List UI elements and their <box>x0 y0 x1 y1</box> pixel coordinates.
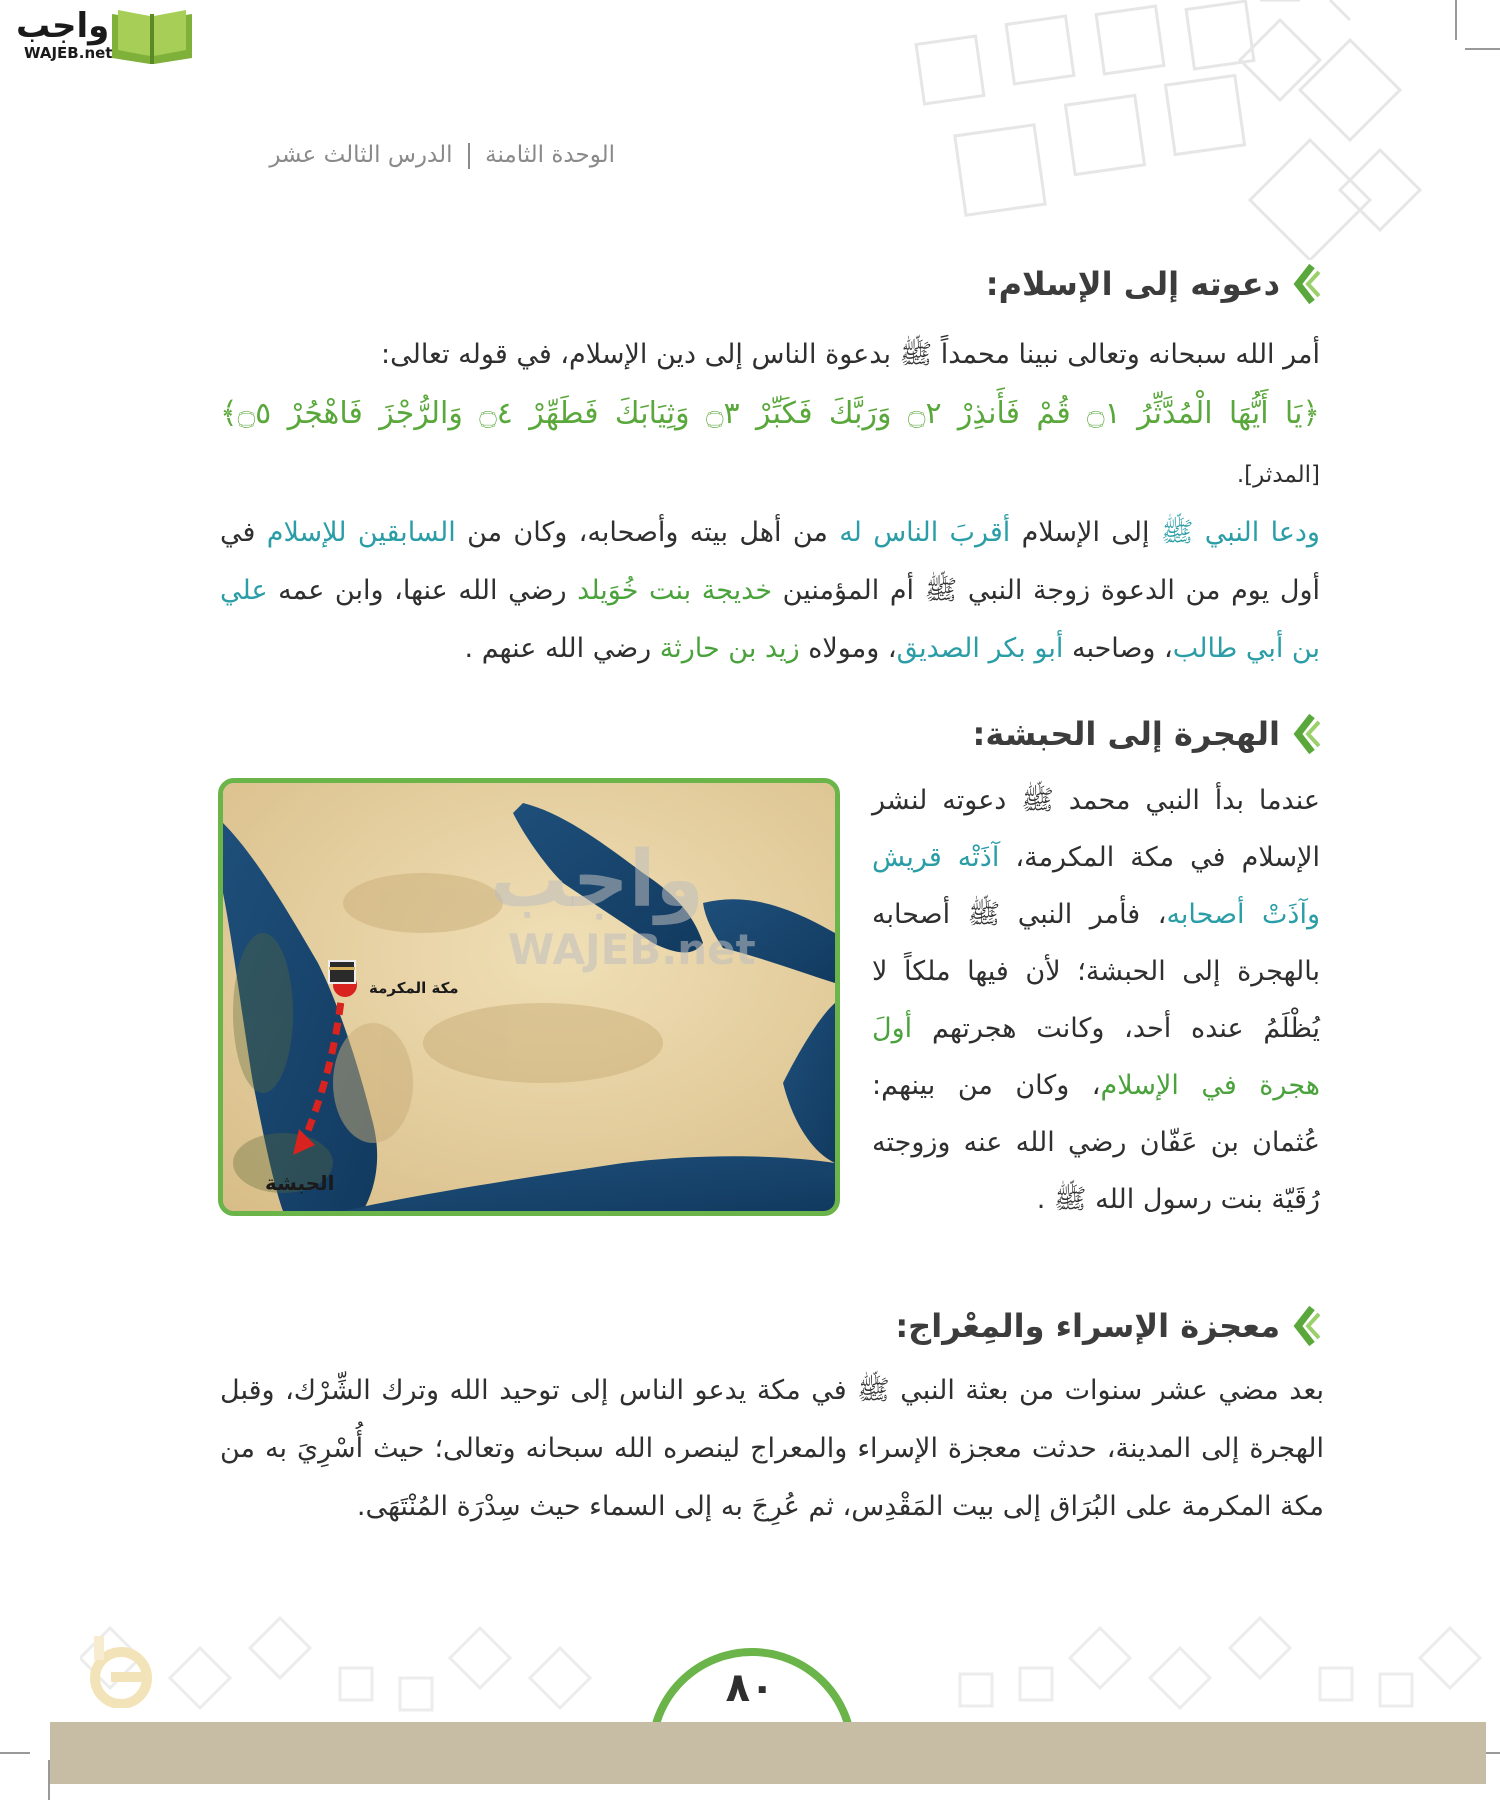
text-run: ، وصاحبه <box>1071 633 1173 664</box>
text-run: رضي الله عنها، وابن عمه <box>278 575 567 606</box>
page-number: ٨٠ <box>725 1665 775 1711</box>
map-label-mecca: مكة المكرمة <box>369 979 459 997</box>
quran-verse: ﴿يَا أَيُّهَا الْمُدَّثِّرُ ۝١ قُمْ فَأَنذِرْ ۝٢ وَرَبَّكَ فَكَبِّرْ ۝٣ وَثِيَابَكَ فَطَهِّرْ ۝٤ وَالرُّجْزَ فَاهْجُرْ ۝٥﴾ <box>220 396 1320 431</box>
decorative-pattern-top <box>880 0 1440 260</box>
faint-logo-icon <box>86 1628 156 1708</box>
crop-mark <box>1465 48 1500 50</box>
text-run: من أهل بيته وأصحابه، وكان من <box>467 517 828 548</box>
crop-mark <box>1455 0 1457 40</box>
breadcrumb <box>215 142 615 169</box>
logo-latin: WAJEB.net <box>24 44 113 62</box>
book-icon <box>108 4 196 66</box>
heading-text: معجزة الإسراء والمِعْراج: <box>895 1307 1280 1345</box>
text-run: في أول يوم من الدعوة زوجة النبي ﷺ أم المؤمنين <box>220 517 1320 606</box>
text-run: رضي الله عنهم . <box>464 633 652 664</box>
breadcrumb-separator <box>468 143 470 169</box>
heading-text: الهجرة إلى الحبشة: <box>972 715 1280 753</box>
heading-marker-icon <box>1290 714 1320 754</box>
text-run: ودعا النبي ﷺ <box>1160 517 1320 548</box>
highlight-khadija: خديجة بنت خُوَيلد <box>577 575 773 606</box>
watermark-arabic: واجب <box>490 835 705 925</box>
paragraph-intro: أمر الله سبحانه وتعالى نبينا محمداً ﷺ بدعوة الناس إلى دين الإسلام، في قوله تعالى: <box>381 339 1320 370</box>
text-run: ، فأمر النبي ﷺ أصحابه بالهجرة إلى الحبشة؛ لأن فيها ملكاً لا يُظْلَمُ عنده أحد، وكانت هجرتهم <box>872 899 1320 1044</box>
breadcrumb-unit: الوحدة الثامنة <box>485 142 615 168</box>
highlight-closest: أقربَ الناس له <box>839 517 1011 548</box>
text-run: ، ومولاه <box>808 633 897 664</box>
watermark-latin: WAJEB.net <box>508 925 756 974</box>
highlight-first-hijra: أولَ هجرة في الإسلام <box>872 1013 1320 1101</box>
map-label-abyssinia: الحبشة <box>265 1171 335 1195</box>
site-logo[interactable] <box>10 4 195 68</box>
text-run: عندما بدأ النبي محمد ﷺ دعوته لنشر الإسلام في مكة المكرمة، <box>872 785 1321 873</box>
heading-text: دعوته إلى الإسلام: <box>985 265 1280 303</box>
paragraph-early-converts <box>220 504 1320 678</box>
highlight-ali: علي بن أبي طالب <box>220 575 1320 664</box>
verse-source: [المدثر]. <box>1236 462 1320 488</box>
crop-mark <box>0 1752 30 1754</box>
footer-bar <box>50 1722 1486 1784</box>
heading-marker-icon <box>1290 264 1320 304</box>
text-run: إلى الإسلام <box>1021 517 1150 548</box>
heading-marker-icon <box>1290 1306 1320 1346</box>
section-heading-abyssinia <box>973 714 1320 754</box>
text-run: ، وكان من بينهم: عُثمان بن عَفّان رضي الله عنه وزوجته رُقَيّة بنت رسول الله ﷺ . <box>872 1070 1320 1215</box>
highlight-zaid: زيد بن حارثة <box>659 633 800 664</box>
breadcrumb-lesson: الدرس الثالث عشر <box>269 142 453 168</box>
highlight-first-muslims: السابقين للإسلام <box>266 517 456 548</box>
section-heading-isra <box>895 1306 1320 1346</box>
highlight-persecution: آذَتْه قريش وآذَتْ أصحابه <box>872 842 1320 930</box>
highlight-abu-bakr: أبو بكر الصديق <box>896 633 1064 664</box>
section-heading-dawah <box>986 264 1320 304</box>
paragraph-isra: بعد مضي عشر سنوات من بعثة النبي ﷺ في مكة يدعو الناس إلى توحيد الله وترك الشِّرْك، وقبل الهجرة إلى المدينة، حدثت معجزة الإسراء والمعراج لينصره الله سبحانه وتعالى؛ حيث أُسْرِيَ به من مكة المكرمة على البُرَاق إلى بيت المَقْدِس، ثم عُرِجَ به إلى السماء حيث سِدْرَة المُنْتَهَى. <box>220 1375 1324 1522</box>
paragraph-abyssinia <box>872 772 1320 1228</box>
logo-arabic: واجب <box>16 6 110 46</box>
